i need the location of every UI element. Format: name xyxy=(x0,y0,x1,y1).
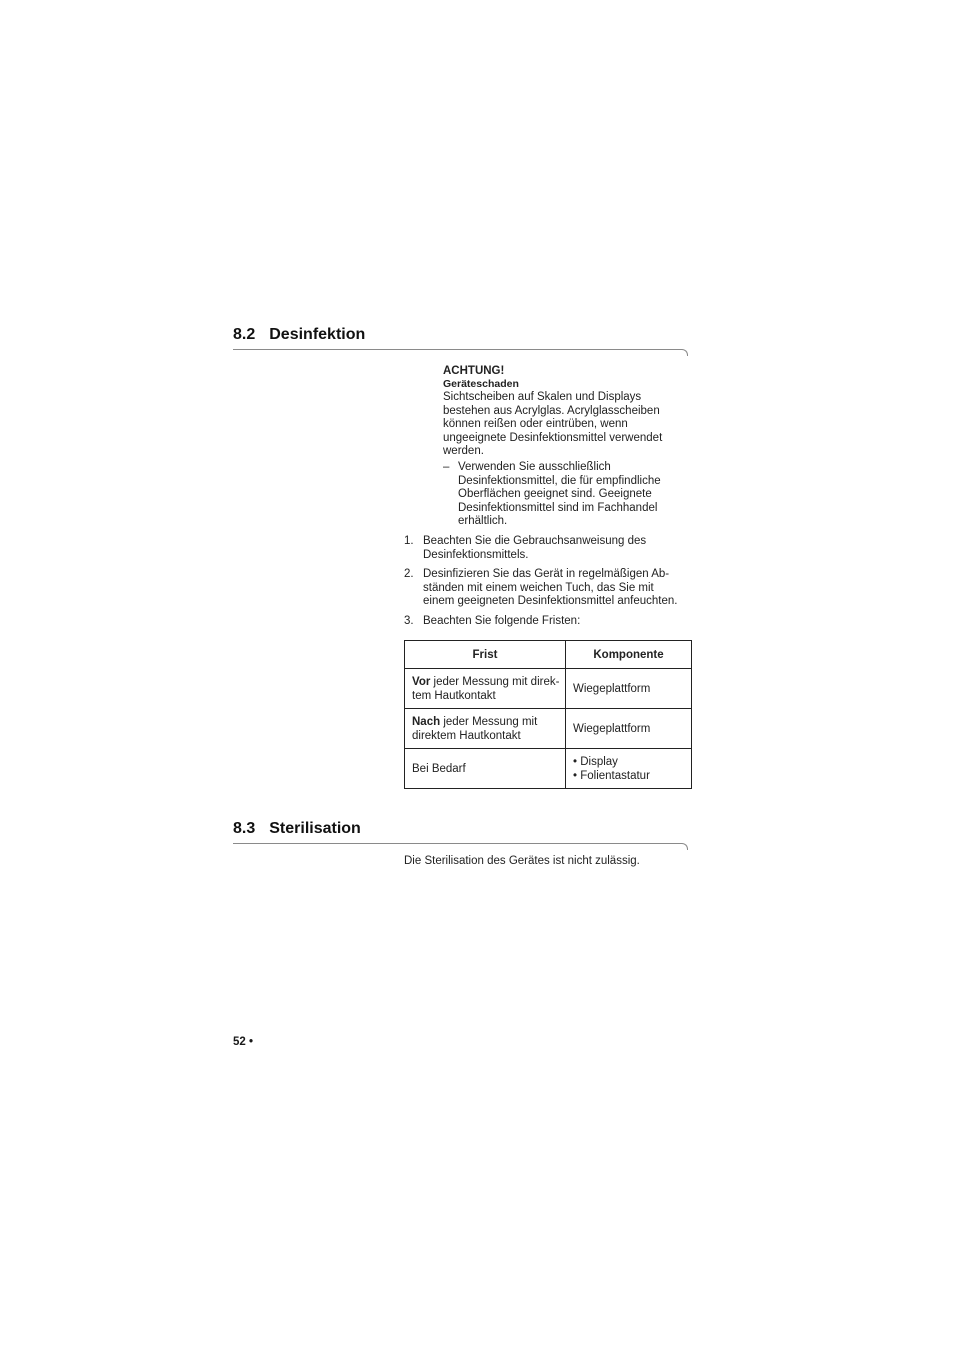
section-rule xyxy=(233,843,682,844)
caution-text-line: können reißen oder eintrüben, wenn xyxy=(443,418,628,431)
page-number: 52 • xyxy=(233,1036,254,1048)
caution-instruction-line: Oberflächen geeignet sind. Geeignete xyxy=(458,488,652,501)
komponente-text: Wiegeplattform xyxy=(573,722,651,735)
caution-subtitle: Geräteschaden xyxy=(443,378,519,390)
caution-notice xyxy=(443,364,688,529)
frist-text: tem Hautkontakt xyxy=(412,689,496,702)
step-item xyxy=(404,535,694,562)
section-heading-desinfektion xyxy=(233,325,688,345)
table-header-row xyxy=(405,641,692,669)
caution-instruction-line: Desinfektionsmittel, die für empfindliche xyxy=(458,474,661,487)
section-number: 8.2 xyxy=(233,326,256,343)
komponente-cell xyxy=(566,669,692,709)
frist-cell xyxy=(405,709,566,749)
step-text-line: ständen mit einem weichen Tuch, das Sie mit xyxy=(423,581,654,594)
komponente-text: • Folientastatur xyxy=(573,769,650,782)
caution-text-line: ungeeignete Desinfektionsmittel verwendet xyxy=(443,431,663,444)
frist-bold: Vor xyxy=(412,675,431,688)
caution-instruction-line: Desinfektionsmittel sind im Fachhandel xyxy=(458,501,658,514)
column-header-frist: Frist xyxy=(405,641,566,669)
komponente-cell xyxy=(566,709,692,749)
komponente-cell xyxy=(566,749,692,789)
step-text-line: Desinfizieren Sie das Gerät in regelmäßigen Ab- xyxy=(423,568,670,581)
section-rule-corner xyxy=(681,843,688,850)
step-number: 3. xyxy=(404,614,414,627)
step-text-line: Beachten Sie folgende Fristen: xyxy=(423,614,581,627)
table-row xyxy=(405,709,692,749)
frist-text: jeder Messung mit direk- xyxy=(430,675,560,688)
step-number: 2. xyxy=(404,568,414,581)
section-number: 8.3 xyxy=(233,820,256,837)
section-heading-sterilisation xyxy=(233,819,688,839)
frist-cell xyxy=(405,669,566,709)
caution-title: ACHTUNG! xyxy=(443,365,505,377)
section-rule-corner xyxy=(681,349,688,356)
frist-text: direktem Hautkontakt xyxy=(412,729,521,742)
caution-instruction xyxy=(443,461,688,529)
frist-text: Bei Bedarf xyxy=(412,762,466,775)
frist-cell xyxy=(405,749,566,789)
caution-text-line: Sichtscheiben auf Skalen und Displays xyxy=(443,391,642,403)
caution-text xyxy=(443,391,688,459)
column-header-komponente: Komponente xyxy=(566,641,692,669)
step-item xyxy=(404,615,694,629)
step-item xyxy=(404,568,694,609)
step-list xyxy=(404,535,694,635)
caution-instruction-line: erhältlich. xyxy=(458,515,508,528)
komponente-text: • Display xyxy=(573,755,618,768)
frist-text: jeder Messung mit xyxy=(440,715,538,728)
section-title: Desinfektion xyxy=(269,326,366,343)
step-text-line: einem geeigneten Desinfektionsmittel anfeuchten. xyxy=(423,595,678,608)
caution-text-line: bestehen aus Acrylglas. Acrylglasscheiben xyxy=(443,404,660,417)
table-row xyxy=(405,669,692,709)
frist-bold: Nach xyxy=(412,715,441,728)
dash-mark: – xyxy=(443,460,450,473)
komponente-text: Wiegeplattform xyxy=(573,682,651,695)
caution-instruction-line: Verwenden Sie ausschließlich xyxy=(458,460,611,473)
step-text-line: Desinfektionsmittels. xyxy=(423,548,529,561)
step-number: 1. xyxy=(404,535,414,547)
step-text-line: Beachten Sie die Gebrauchsanweisung des xyxy=(423,535,647,547)
caution-text-line: werden. xyxy=(443,445,484,458)
section-title: Sterilisation xyxy=(269,820,361,837)
sterilisation-text: Die Sterilisation des Gerätes ist nicht zulässig. xyxy=(404,855,640,867)
section-rule xyxy=(233,349,682,350)
table-row xyxy=(405,749,692,789)
disinfection-schedule-table xyxy=(404,640,692,789)
